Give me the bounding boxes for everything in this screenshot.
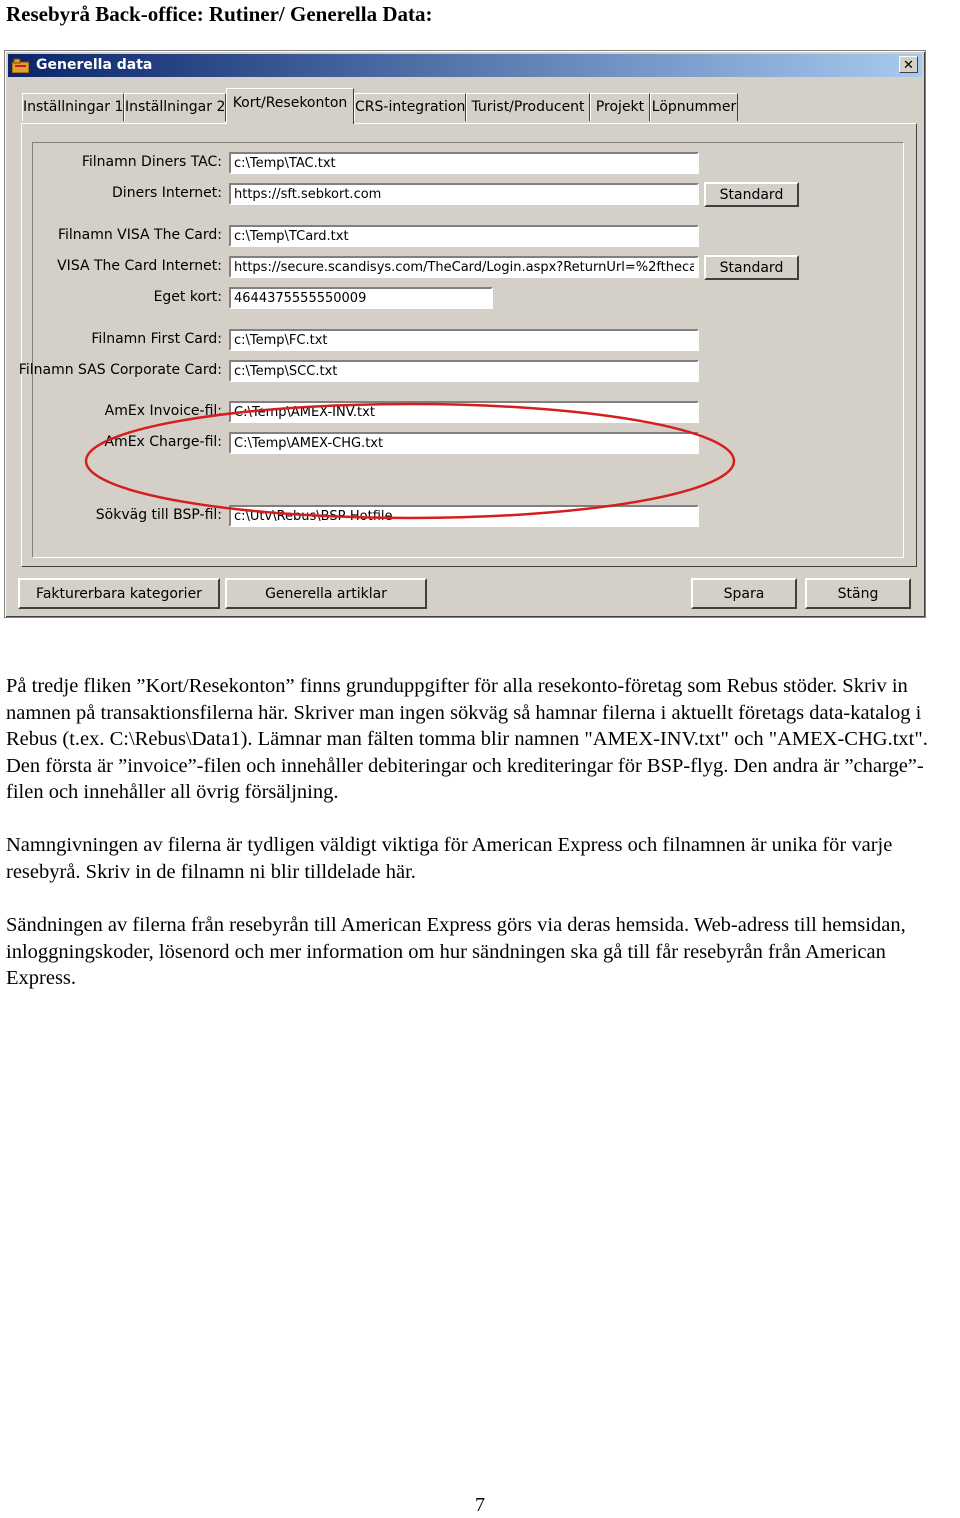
diners-internet-input[interactable]: [229, 183, 699, 205]
paragraph-kort-resekonton: På tredje fliken ”Kort/Resekonton” finns grunduppgifter för alla resekonto-företag som Rebus stöder. Skriv in namnen på transaktionsfilerna här. Skriver man ingen sökväg så hamnar filerna i aktuellt företags data-katalog i Rebus (t.ex. C:\Rebus\Data1). Lämnar man fälten tomma blir namnen "AMEX-INV.txt" och "AMEX-CHG.txt". Den första är ”invoice”-filen och innehåller debiteringar och krediteringar för BSP-flyg. Den andra är ”charge”-filen och innehåller all övrig försäljning.: [6, 675, 928, 804]
tab-kort-resekonton[interactable]: Kort/Resekonton: [226, 88, 354, 124]
stang-button[interactable]: Stäng: [805, 578, 911, 609]
spara-button[interactable]: Spara: [691, 578, 797, 609]
label-first-card: Filnamn First Card:: [91, 331, 222, 347]
tab-lopnummer[interactable]: Löpnummer: [650, 93, 738, 121]
generella-artiklar-button[interactable]: Generella artiklar: [225, 578, 427, 609]
paragraph-namngivning: Namngivningen av filerna är tydligen väldigt viktiga för American Express och filnamnen är unika för varje resebyrå. Skriv in de filnamn ni blir tilldelade här.: [6, 834, 893, 883]
app-icon: [12, 58, 29, 73]
fakturerbara-kategorier-button[interactable]: Fakturerbara kategorier: [18, 578, 220, 609]
title-bar[interactable]: [8, 54, 922, 77]
diners-tac-input[interactable]: [229, 152, 699, 174]
label-diners-tac: Filnamn Diners TAC:: [81, 154, 222, 170]
label-amex-charge: AmEx Charge-fil:: [104, 434, 222, 450]
bsp-path-input[interactable]: [229, 505, 699, 527]
label-visa-the-card: Filnamn VISA The Card:: [57, 227, 222, 243]
label-sas-corporate-card: Filnamn SAS Corporate Card:: [18, 362, 222, 378]
label-visa-internet: VISA The Card Internet:: [57, 258, 222, 274]
page-number: 7: [475, 1494, 485, 1516]
close-icon: ✕: [903, 58, 914, 73]
tab-turist-producent[interactable]: Turist/Producent: [466, 93, 590, 121]
generella-data-window: [4, 50, 926, 618]
paragraph-sandning: Sändningen av filerna från resebyrån till American Express görs via deras hemsida. Web-adress till hemsidan, inloggningskoder, lösenord och mer information om hur sändningen ska gå till får resebyrån från American Express.: [6, 914, 906, 990]
label-amex-invoice: AmEx Invoice-fil:: [104, 403, 222, 419]
amex-charge-input[interactable]: [229, 432, 699, 454]
page-heading: Resebyrå Back-office: Rutiner/ Generella Data:: [6, 2, 433, 26]
tab-installningar-2[interactable]: Inställningar 2: [124, 93, 226, 121]
tab-installningar-1[interactable]: Inställningar 1: [22, 93, 124, 121]
first-card-input[interactable]: [229, 329, 699, 351]
label-bsp-path: Sökväg till BSP-fil:: [95, 507, 222, 523]
tab-projekt[interactable]: Projekt: [590, 93, 650, 121]
visa-internet-input[interactable]: [229, 256, 699, 278]
label-diners-internet: Diners Internet:: [112, 185, 222, 201]
visa-standard-button[interactable]: Standard: [704, 255, 799, 280]
eget-kort-input[interactable]: [229, 287, 493, 309]
window-title: Generella data: [36, 57, 153, 73]
close-button[interactable]: [899, 56, 918, 73]
visa-the-card-input[interactable]: [229, 225, 699, 247]
tab-crs-integration[interactable]: CRS-integration: [354, 93, 466, 121]
amex-invoice-input[interactable]: [229, 401, 699, 423]
diners-standard-button[interactable]: Standard: [704, 182, 799, 207]
sas-corporate-card-input[interactable]: [229, 360, 699, 382]
label-eget-kort: Eget kort:: [153, 289, 222, 305]
